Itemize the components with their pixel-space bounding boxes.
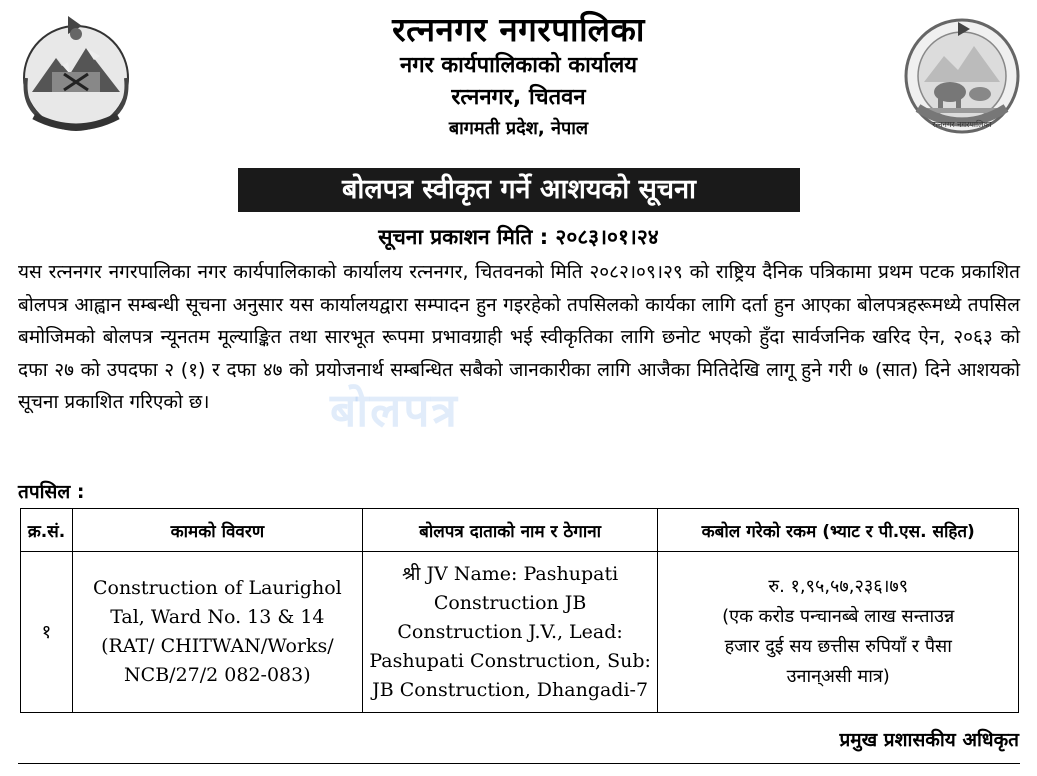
municipality-name: रत्ननगर नगरपालिका [392,10,645,49]
bidder-line: Pashupati Construction, Sub: [369,649,651,672]
cell-work-description [72,552,362,713]
letterhead [160,10,877,144]
publication-date-line [0,222,1037,252]
bidder-line: Construction J.V., Lead: [397,620,623,643]
watermark-text: बोलपत्र [330,383,459,437]
notice-title: बोलपत्र स्वीकृत गर्ने आशयको सूचना [238,168,800,212]
header-work-description: कामको विवरण [72,509,362,552]
notice-body: यस रत्ननगर नगरपालिका नगर कार्यपालिकाको कार्यालय रत्ननगर, चितवनको मिति २०८२।०९।२९ को राष्ट्रिय दैनिक पत्रिकामा प्रथम पटक प्रकाशित बोलपत्र आह्वान सम्बन्धी सूचना अनुसार यस कार्यालयद्वारा सम्पादन हुन गइरहेको तपसिलको कार्यका लागि दर्ता हुन आएका बोलपत्रहरूमध्ये तपसिल बमोजिमको बोलपत्र न्यूनतम मूल्याङ्कित तथा सारभूत रूपमा प्रभावग्राही भई स्वीकृतिका लागि छनोट भएको हुँदा सार्वजनिक खरिद ऐन, २०६३ को दफा २७ को उपदफा २ (१) र दफा ४७ को प्रयोजनार्थ सम्बन्धित सबैको जानकारीका लागि आजैका मितिदेखि लागू हुने गरी ७ (सात) दिने आशयको सूचना प्रकाशित गरिएको छ। [18,261,1020,413]
publication-date-label: सूचना प्रकाशन मिति [378,225,533,249]
office-address: रत्ननगर, चितवन [451,85,586,110]
work-line: Tal, Ward No. 13 & 14 [110,606,325,628]
bidder-line: JB Construction, Dhangadi-7 [372,678,649,701]
amount-line: उनान्असी मात्र) [786,666,890,687]
municipality-logo-caption: रत्ननगर नगरपालिका [932,120,992,129]
cell-amount [658,552,1019,713]
bottom-divider [18,763,1020,764]
header-bidder: बोलपत्र दाताको नाम र ठेगाना [362,509,658,552]
table-header-row [21,509,1019,552]
header-serial: क्र.सं. [21,509,73,552]
municipality-logo-icon [898,12,1026,140]
office-name: नगर कार्यपालिकाको कार्यालय [400,53,637,78]
work-line: NCB/27/2 082-083) [124,664,311,686]
amount-line: (एक करोड पन्चानब्बे लाख सन्ताउन्न [722,606,955,627]
amount-line: रु. १,९५,५७,२३६।७९ [768,576,909,597]
publication-date-separator: : [539,225,549,249]
work-line: Construction of Laurighol [92,577,342,599]
nepal-emblem-icon [12,12,140,140]
schedule-label: तपसिल : [18,481,85,503]
bidder-line: Construction JB [433,591,587,614]
province-line: बागमती प्रदेश, नेपाल [448,118,589,139]
amount-line: हजार दुई सय छत्तीस रुपियाँ र पैसा [724,636,952,657]
signature-title: प्रमुख प्रशासकीय अधिकृत [839,729,1019,751]
work-line: (RAT/ CHITWAN/Works/ [101,635,334,657]
cell-serial: १ [21,552,73,713]
bid-table [20,508,1019,713]
bidder-line: श्री JV Name: Pashupati [402,562,619,585]
header-amount: कबोल गरेको रकम (भ्याट र पी.एस. सहित) [658,509,1019,552]
publication-date-value: २०८३।०१।२४ [555,225,659,249]
table-row [21,552,1019,713]
cell-bidder [362,552,658,713]
